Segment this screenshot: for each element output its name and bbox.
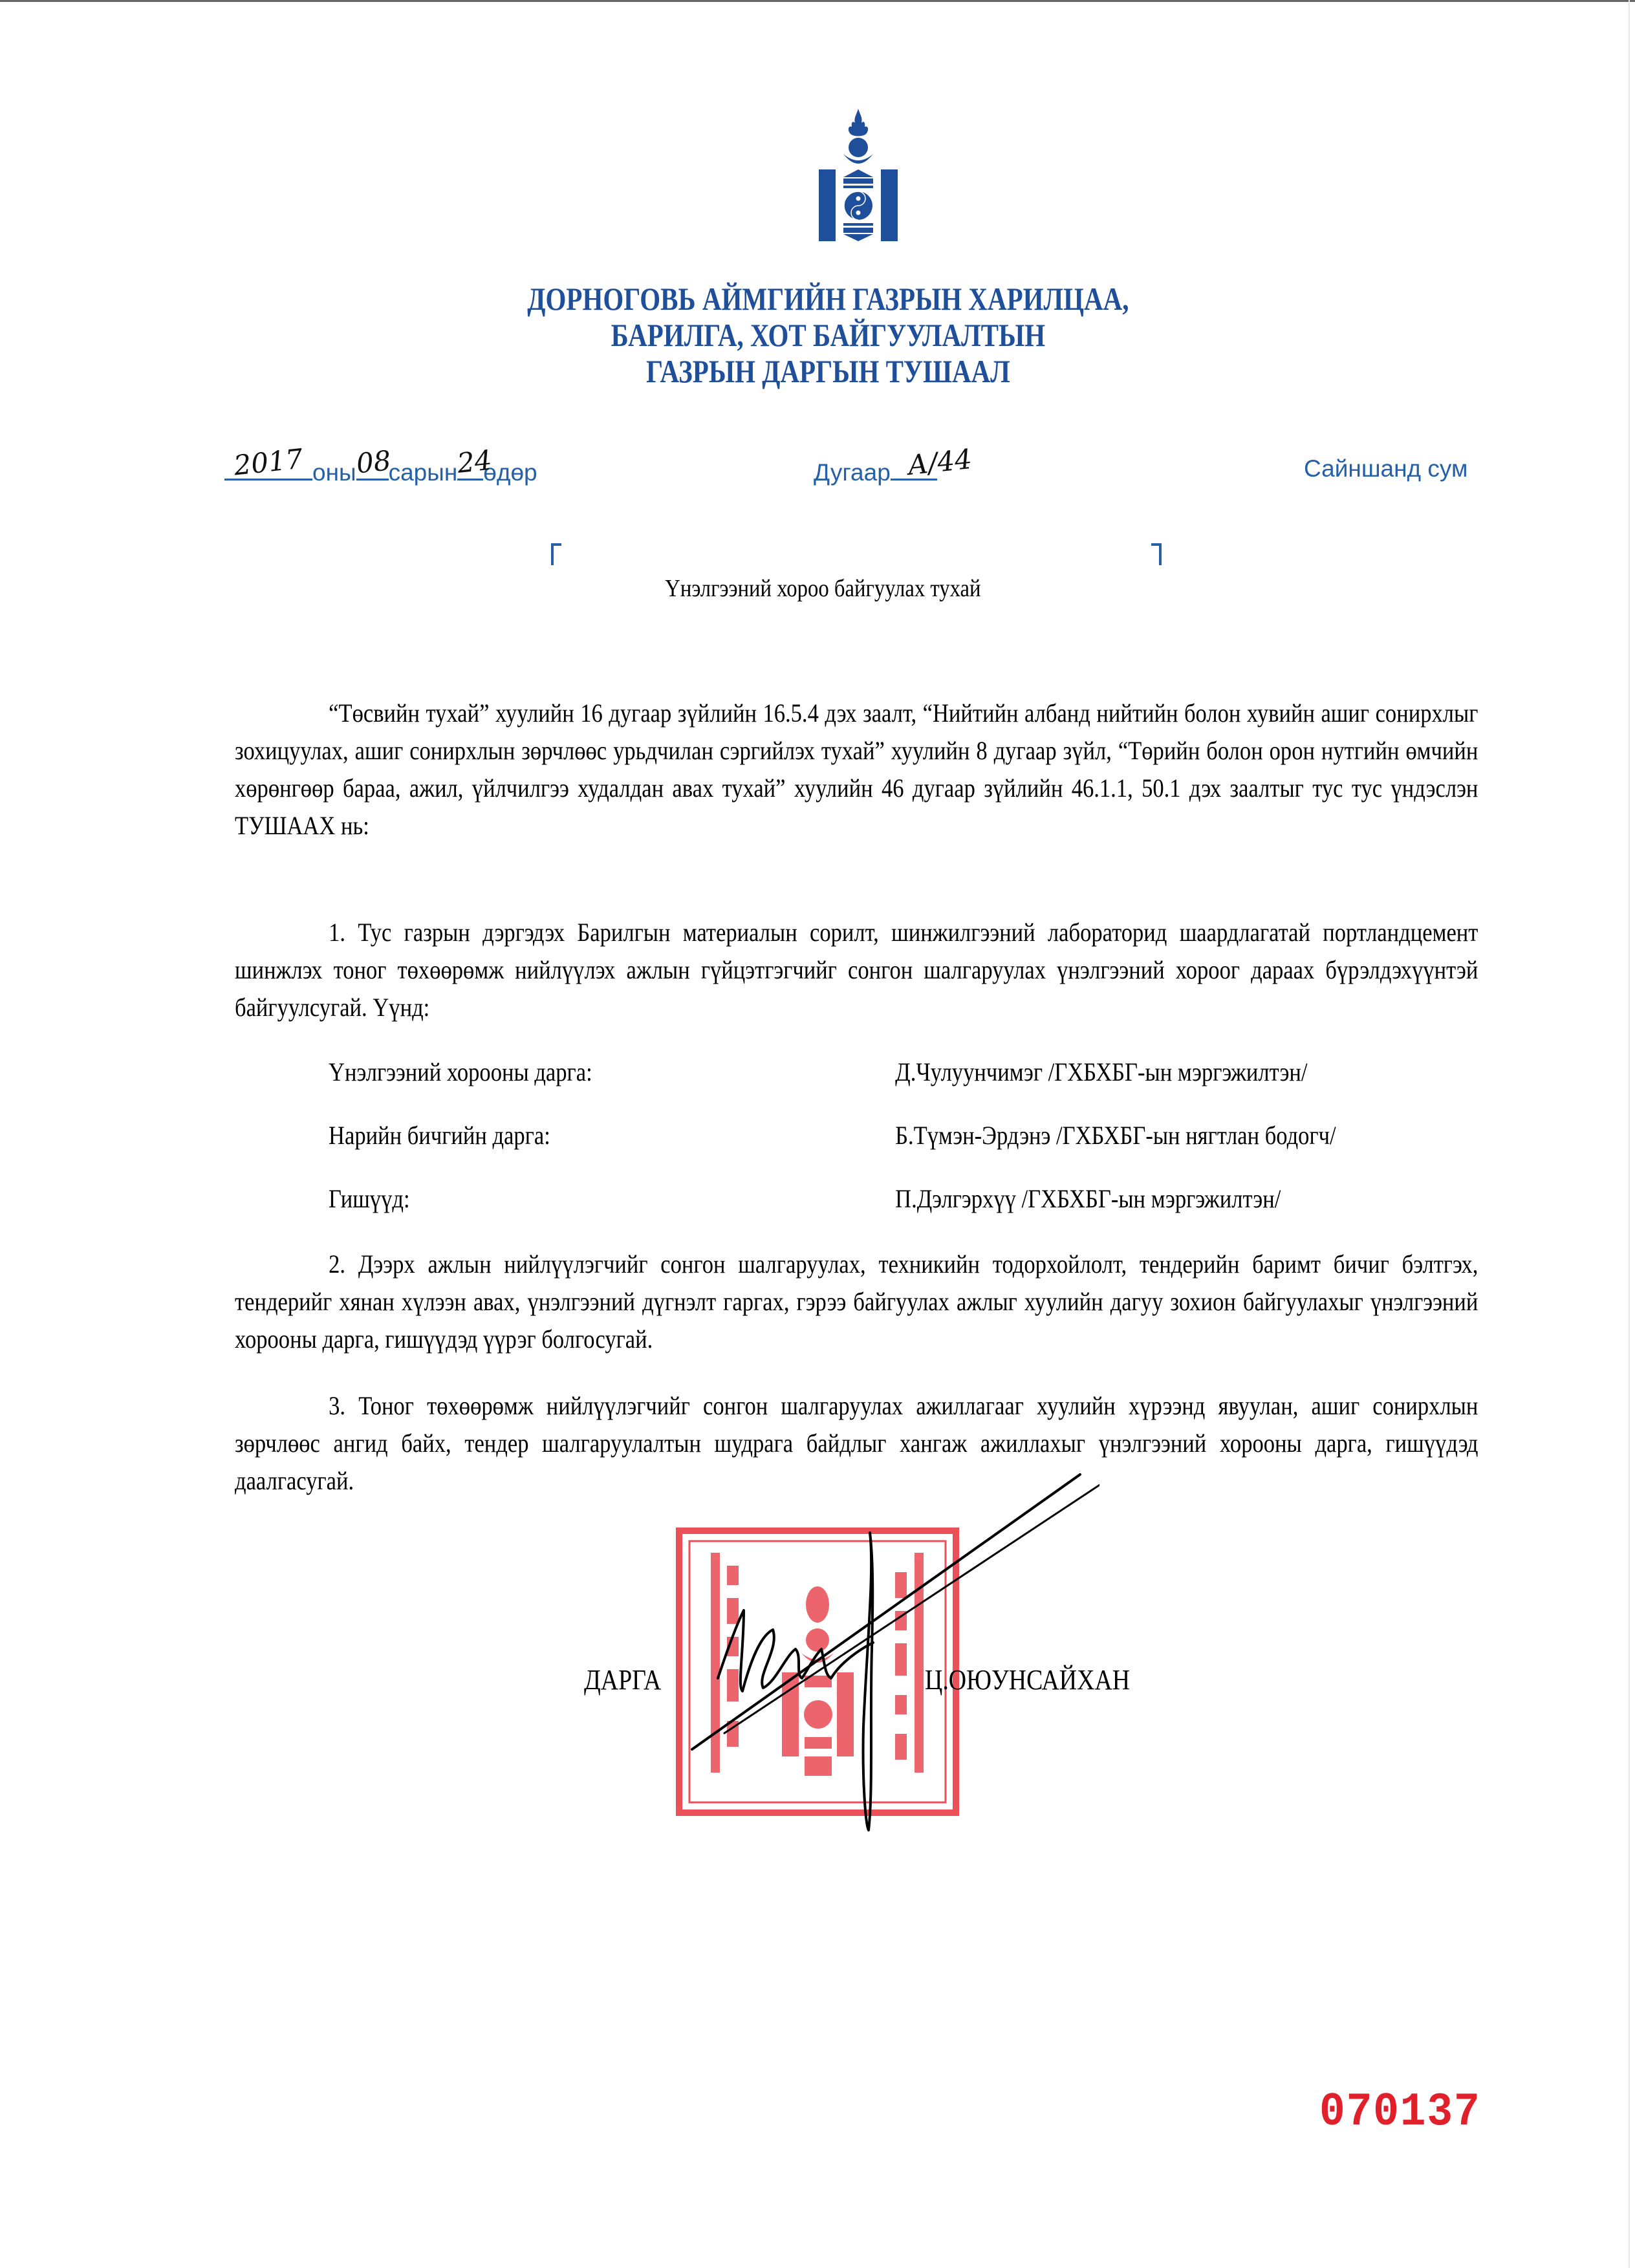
subject-line: Үнэлгээний хороо байгуулах тухай (665, 575, 981, 602)
day-suffix: өдөр (483, 459, 537, 486)
number-handwritten: А/44 (905, 442, 973, 482)
order-date (224, 442, 537, 486)
serial-number: 070137 (1319, 2086, 1481, 2139)
member-role: Үнэлгээний хорооны дарга: (329, 1057, 592, 1086)
order-number (814, 442, 973, 486)
org-title-line-1: ДОРНОГОВЬ АЙМГИЙН ГАЗРЫН ХАРИЛЦАА, (527, 281, 1129, 317)
year-handwritten: 2017 (232, 442, 305, 482)
org-title-line-2: БАРИЛГА, ХОТ БАЙГУУЛАЛТЫН (611, 317, 1046, 353)
item-3-text: 3. Тоног төхөөрөмж нийлүүлэгчийг сонгон шалгаруулах ажиллагааг хуулийн хүрээнд явуулан, ашиг сонирхлын зөрчлөөс ангид байх, тендер шалгаруулалтын шудрага байдлыг хангаж ажиллахыг үнэлгээний хорооны дарга, гишүүдэд даалгасугай. (235, 1391, 1478, 1495)
member-name: П.Дэлгэрхүү /ГХБХБГ-ын мэргэжилтэн/ (895, 1184, 1281, 1213)
month-handwritten: 08 (354, 444, 393, 480)
scan-edge (0, 0, 1635, 2)
org-title-line-3: ГАЗРЫН ДАРГЫН ТУШААЛ (645, 353, 1010, 389)
member-role: Гишүүд: (329, 1184, 410, 1213)
day-handwritten: 24 (455, 444, 494, 479)
year-field (224, 442, 312, 482)
intro-text: “Төсвийн тухай” хуулийн 16 дугаар зүйлийн 16.5.4 дэх заалт, “Нийтийн албанд нийтийн болон хувийн ашиг сонирхлыг зохицуулах, ашиг сонирхлын зөрчлөөс урьдчилан сэргийлэх тухай” хуулийн 8 дугаар зүйл, “Төрийн болон орон нутгийн өмчийн хөрөнгөөр бараа, ажил, үйлчилгээ худалдан авах тухай” хуулийн 46 дугаар зүйлийн 46.1.1, 50.1 дэх заалтыг тус тус үндэслэн ТУШААХ нь: (235, 698, 1478, 840)
member-name: Б.Түмэн-Эрдэнэ /ГХБХБГ-ын нягтлан бодогч/ (895, 1121, 1336, 1150)
intro-paragraph (235, 695, 1478, 845)
month-suffix: сарын (388, 459, 458, 486)
member-name: Д.Чулуунчимэг /ГХБХБГ-ын мэргэжилтэн/ (895, 1057, 1308, 1086)
subject-bracket-right (1151, 543, 1162, 565)
scan-edge-right (1629, 0, 1630, 2268)
subject-bracket-left (551, 543, 561, 565)
number-label: Дугаар (814, 459, 891, 486)
member-role: Нарийн бичгийн дарга: (329, 1121, 550, 1150)
item-1-paragraph (235, 914, 1478, 1026)
signatory-title: ДАРГА (584, 1664, 662, 1696)
place: Сайншанд сум (1304, 455, 1468, 482)
item-2-paragraph (235, 1246, 1478, 1358)
day-field (455, 444, 494, 481)
item-2-text: 2. Дээрх ажлын нийлүүлэгчийг сонгон шалгаруулах, техникийн тодорхойлолт, тендерийн баримт бичиг бэлтгэх, тендерийг хянан хүлээн авах, үнэлгээний дүгнэлт гаргах, гэрээ байгуулах ажлыг хуулийн дагуу зохион байгуулахыг үнэлгээний хорооны дарга, гишүүдэд үүрэг болгосугай. (235, 1249, 1478, 1354)
number-field (891, 442, 973, 482)
handwritten-signature (647, 1455, 1099, 1843)
signatory-name: Ц.ОЮУНСАЙХАН (925, 1664, 1131, 1696)
soyombo-emblem-icon (819, 109, 898, 241)
year-suffix: оны (312, 459, 356, 486)
month-field (354, 444, 393, 481)
item-1-text: 1. Тус газрын дэргэдэх Барилгын материалын сорилт, шинжилгээний лабораторид шаардлагатай портландцемент шинжлэх тоног төхөөрөмж нийлүүлэх ажлын гүйцэтгэгчийг сонгон шалгаруулах үнэлгээний хороог дараах бүрэлдэхүүнтэй байгуулсугай. Үүнд: (235, 918, 1478, 1022)
